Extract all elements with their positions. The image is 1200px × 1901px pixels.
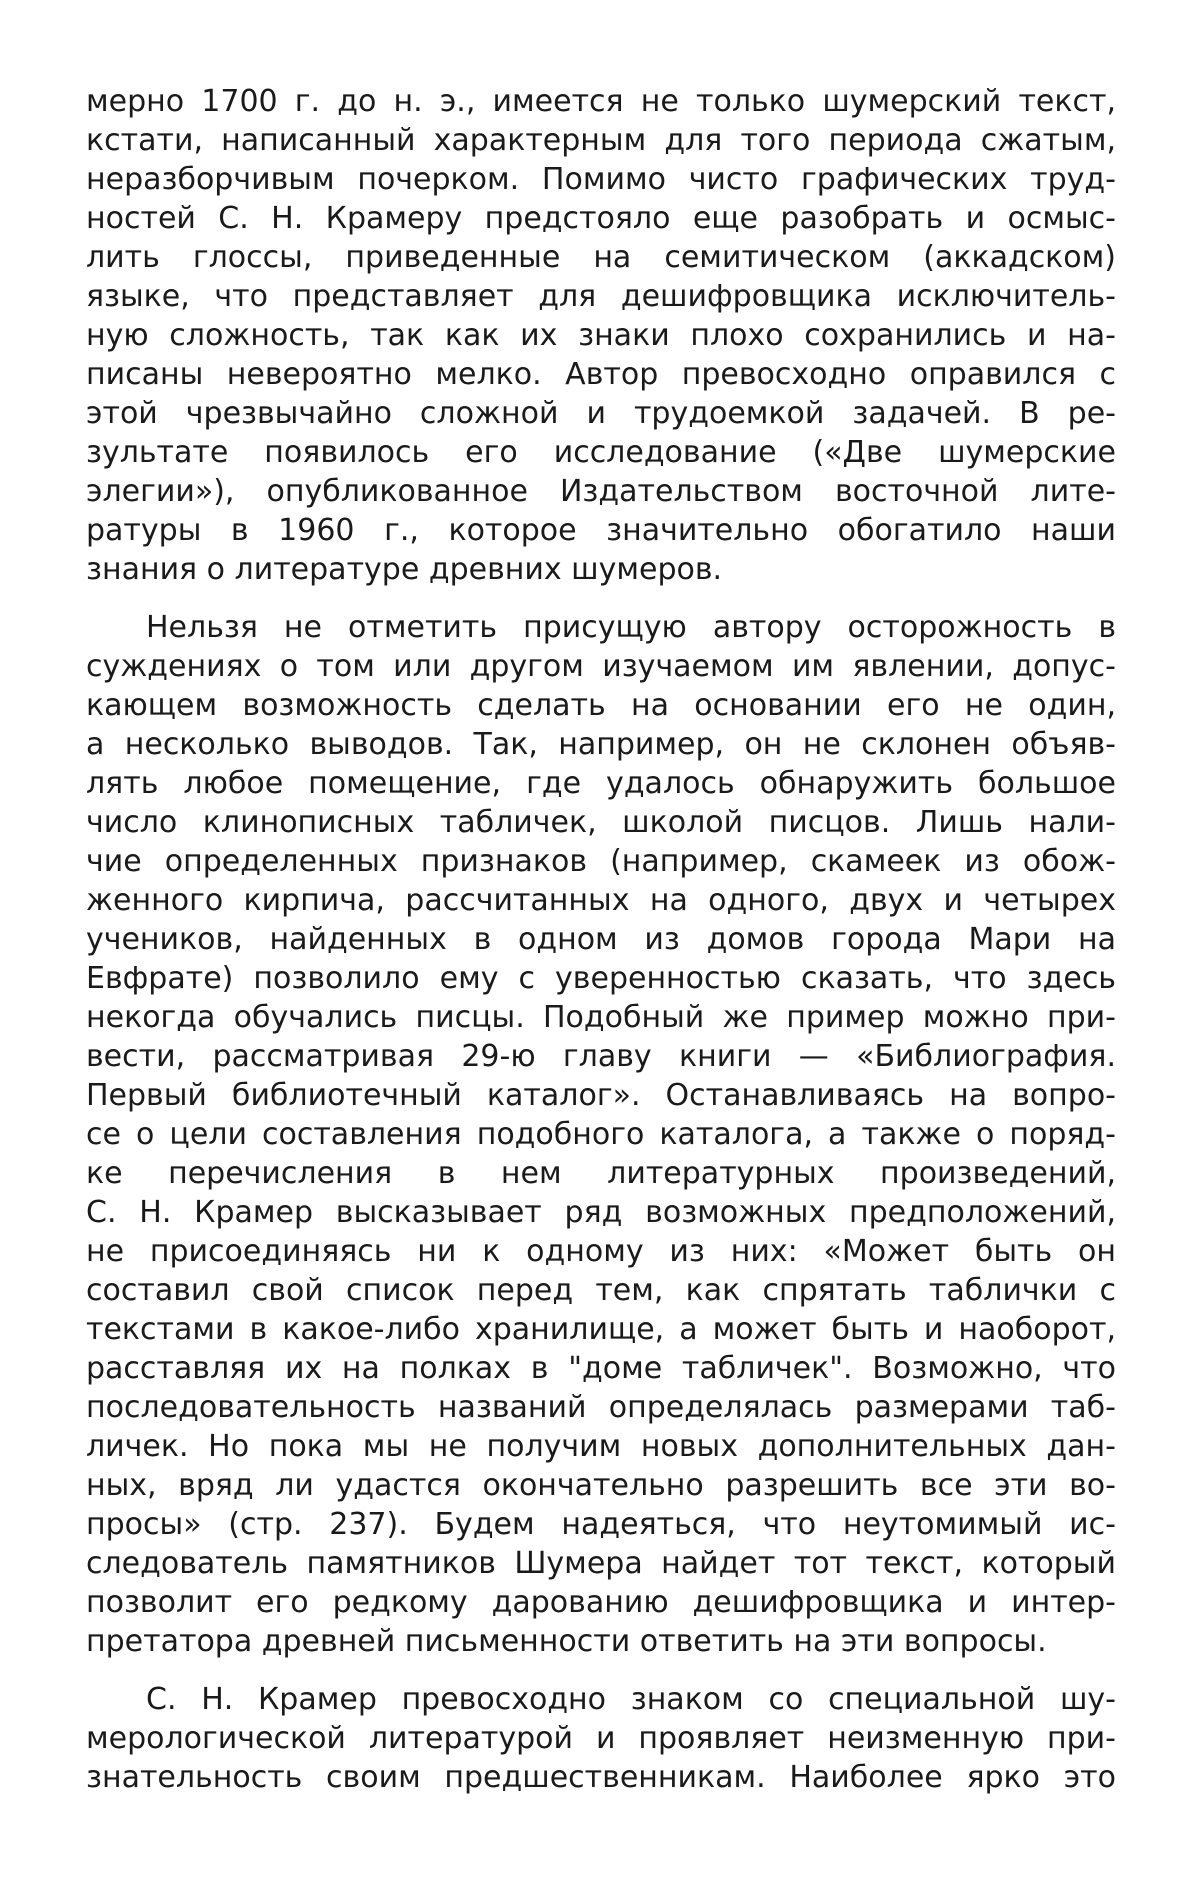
text-line: ностей С. Н. Крамеру предстояло еще разобрать и осмыс- [86,201,1116,236]
text-line: кающем возможность сделать на основании его не один, [86,688,1116,723]
text-line: се о цели составления подобного каталога, а также о поряд- [86,1117,1116,1152]
text-line: неразборчивым почерком. Помимо чисто графических труд- [86,162,1116,197]
text-line: просы» (стр. 237). Будем надеяться, что неутомимый ис- [86,1507,1116,1542]
paragraph-gap [86,1661,1116,1680]
text-line: чие определенных признаков (например, скамеек из обож- [86,844,1116,879]
text-line: женного кирпича, рассчитанных на одного, двух и четырех [86,883,1116,918]
text-line: мерологической литературой и проявляет неизменную при- [86,1721,1116,1756]
text-line: мерно 1700 г. до н. э., имеется не только шумерский текст, [86,84,1116,119]
text-line: Евфрате) позволило ему с уверенностью сказать, что здесь [86,961,1116,996]
text-line: языке, что представляет для дешифровщика исключитель- [86,279,1116,314]
text-line: ратуры в 1960 г., которое значительно обогатило наши [86,513,1116,548]
text-line: ных, вряд ли удастся окончательно разрешить все эти во- [86,1468,1116,1503]
text-line: этой чрезвычайно сложной и трудоемкой задачей. В ре- [86,396,1116,431]
text-line: Первый библиотечный каталог». Останавливаясь на вопро- [86,1078,1116,1113]
paragraph-gap [86,589,1116,608]
text-line: последовательность названий определялась размерами таб- [86,1390,1116,1425]
paragraph [86,1680,1116,1797]
text-line: позволит его редкому дарованию дешифровщика и интер- [86,1585,1116,1620]
text-line: а несколько выводов. Так, например, он не склонен объяв- [86,727,1116,762]
text-line: учеников, найденных в одном из домов города Мари на [86,922,1116,957]
text-line: ную сложность, так как их знаки плохо сохранились и на- [86,318,1116,353]
text-line: претатора древней письменности ответить на эти вопросы. [86,1624,1047,1659]
paragraph [86,608,1116,1661]
text-line: личек. Но пока мы не получим новых дополнительных дан- [86,1429,1116,1464]
text-line: кстати, написанный характерным для того периода сжатым, [86,123,1116,158]
text-line: знания о литературе древних шумеров. [86,552,723,587]
text-line: составил свой список перед тем, как спрятать таблички с [86,1273,1116,1308]
text-line: вести, рассматривая 29-ю главу книги — «Библиография. [86,1039,1116,1074]
text-line: С. Н. Крамер превосходно знаком со специальной шу- [146,1682,1116,1717]
text-line: знательность своим предшественникам. Наиболее ярко это [86,1760,1116,1795]
text-line: не присоединяясь ни к одному из них: «Может быть он [86,1234,1116,1269]
text-line: некогда обучались писцы. Подобный же пример можно при- [86,1000,1116,1035]
text-line: суждениях о том или другом изучаемом им явлении, допус- [86,649,1116,684]
text-line: расставляя их на полках в "доме табличек". Возможно, что [86,1351,1116,1386]
body-text [86,82,1116,1797]
text-line: элегии»), опубликованное Издательством восточной лите- [86,474,1116,509]
text-line: текстами в какое-либо хранилище, а может быть и наоборот, [86,1312,1116,1347]
text-line: Нельзя не отметить присущую автору осторожность в [146,610,1116,645]
paragraph [86,82,1116,589]
text-line: число клинописных табличек, школой писцов. Лишь нали- [86,805,1116,840]
text-line: ке перечисления в нем литературных произведений, [86,1156,1116,1191]
text-line: следователь памятников Шумера найдет тот текст, который [86,1546,1116,1581]
text-line: С. Н. Крамер высказывает ряд возможных предположений, [86,1195,1116,1230]
text-line: лять любое помещение, где удалось обнаружить большое [86,766,1116,801]
text-line: лить глоссы, приведенные на семитическом (аккадском) [86,240,1116,275]
text-line: зультате появилось его исследование («Две шумерские [86,435,1116,470]
text-line: писаны невероятно мелко. Автор превосходно оправился с [86,357,1116,392]
